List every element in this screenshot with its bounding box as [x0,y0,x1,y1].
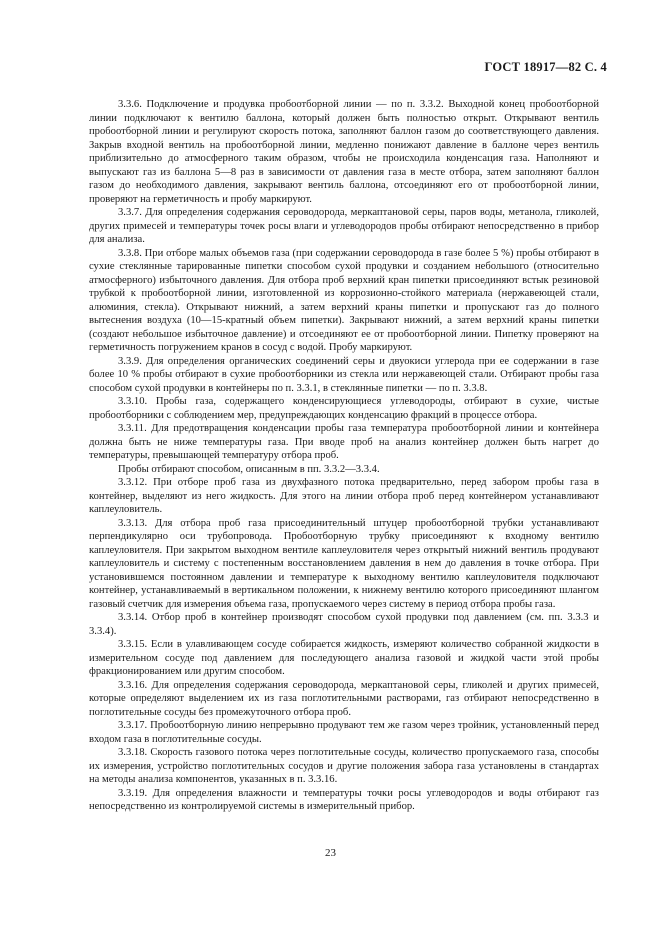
paragraph-3-3-15: 3.3.15. Если в улавливающем сосуде собирается жидкость, измеряют количество собранной жидкости в измерительном сосуде под давлением для последующего анализа газовой и жидкой части этой пробы фракционированием или другим способом. [89,639,599,677]
paragraph-3-3-9: 3.3.9. Для определения органических соединений серы и двуокиси углерода при ее содержании в газе более 10 % пробы отбирают в сухие пробоотборники из стекла или нержавеющей стали. Отбирают пробы газа способом сухой продувки в контейнеры по п. 3.3.1, в стеклянные пипетки — по п. 3.3.8. [89,355,599,394]
paragraph-3-3-11: 3.3.11. Для предотвращения конденсации пробы газа температура пробоотборной линии и контейнера должна быть не ниже температуры газа. При вводе проб на анализ контейнер должен быть нагрет до температуры, превышающей температуру отбора проб. [89,423,599,461]
paragraph-3-3-19: 3.3.19. Для определения влажности и температуры точки росы углеводородов и воды отбирают газ непосредственно из контролируемой системы в измерительный прибор. [89,787,599,812]
paragraph-3-3-8: 3.3.8. При отборе малых объемов газа (при содержании сероводорода в газе более 5 %) пробы отбирают в сухие стеклянные тарированные пипетки способом сухой продувки и созданием небольшого (относительно атмосферного) избыточного давления. Для отбора проб верхний кран пипетки присоединяют встык резиновой трубкой к пробоотборной линии, изготовленной из коррозионно-стойкого материала (нержавеющей стали, алюминия, стекла). Открывают нижний, а затем верхний краны пипетки и пропускают газ до полного вытеснения воздуха (10—15-кратный объем пипетки). Закрывают нижний, а затем верхний краны пипетки (создают небольшое избыточное давление) и отсоединяют ее от пробоотборной линии. Пипетку проверяют на герметичность погружением кранов в сосуд с водой. Пробу маркируют. [89,247,599,353]
paragraph-3-3-7: 3.3.7. Для определения содержания сероводорода, меркаптановой серы, паров воды, метанола, гликолей, других примесей и температуры точек росы влаги и углеводородов пробы отбирают непосредственно в прибор для анализа. [89,207,599,245]
paragraph-3-3-6: 3.3.6. Подключение и продувка пробоотборной линии — по п. 3.3.2. Выходной конец пробоотборной линии подключают к вентилю баллона, который должен быть полностью открыт. Открывают вентиль пробоотборной линии и регулируют скорость потока, заполняют баллон газом до соответствующего давления. Закрыв входной вентиль на пробоотборной линии, медленно понижают давление в баллоне через вентиль приблизительно до атмосферного таким образом, чтобы не происходила конденсация газа. Наполняют и выпускают газ из баллона 5—8 раз в зависимости от давления газа в месте отбора, затем заполняют баллон газом до необходимого давления, закрывают вентиль баллона, отсоединяют его от пробоотборной линии, проверяют на герметичность и пробу маркируют. [89,99,599,205]
document-body [89,98,599,814]
standard-header: ГОСТ 18917—82 С. 4 [484,60,607,74]
paragraph-3-3-16: 3.3.16. Для определения содержания сероводорода, меркаптановой серы, гликолей и других примесей, которые определяют выделением их из газа поглотительными растворами, газ отбирают непосредственно в поглотительные сосуды без промежуточного отбора проб. [89,679,599,718]
paragraph-3-3-12: 3.3.12. При отборе проб газа из двухфазного потока предварительно, перед забором пробы газа в контейнер, выделяют из него жидкость. Для этого на линии отбора проб перед контейнером устанавливают каплеуловитель. [89,477,599,515]
paragraph-3-3-10: 3.3.10. Пробы газа, содержащего конденсирующиеся углеводороды, отбирают в сухие, чистые пробоотборники с соблюдением мер, предупреждающих конденсацию фракций в процессе отбора. [89,396,599,421]
paragraph-3-3-14: 3.3.14. Отбор проб в контейнер производят способом сухой продувки под давлением (см. пп. 3.3.3 и 3.3.4). [89,612,599,637]
paragraph-3-3-13: 3.3.13. Для отбора проб газа присоединительный штуцер пробоотборной трубки устанавливают перпендикулярно оси трубопровода. Пробоотборную трубку присоединяют к входному вентилю каплеуловителя. При закрытом выходном вентиле каплеуловителя через открытый нижний вентиль продувают каплеуловитель и систему с постепенным восстановлением давления в нем до давления в точке отбора. При установившемся постоянном давлении и температуре к выходному вентилю каплеуловителя подключают контейнер, устанавливаемый в вертикальном положении, к нижнему вентилю которого присоединяют шлангом газовый счетчик для измерения объема газа, пропускаемого через систему в период отбора пробы газа. [89,517,599,610]
paragraph-sampling-method: Пробы отбирают способом, описанным в пп. 3.3.2—3.3.4. [118,463,380,475]
paragraph-3-3-18: 3.3.18. Скорость газового потока через поглотительные сосуды, количество пропускаемого газа, способы их измерения, устройство поглотительных сосудов и другие положения забора газа установлены в стандартах на методы анализа компонентов, указанных в п. 3.3.16. [89,747,599,785]
page-number: 23 [325,847,336,859]
paragraph-3-3-17: 3.3.17. Пробоотборную линию непрерывно продувают тем же газом через тройник, установленный перед входом газа в поглотительные сосуды. [89,720,599,745]
